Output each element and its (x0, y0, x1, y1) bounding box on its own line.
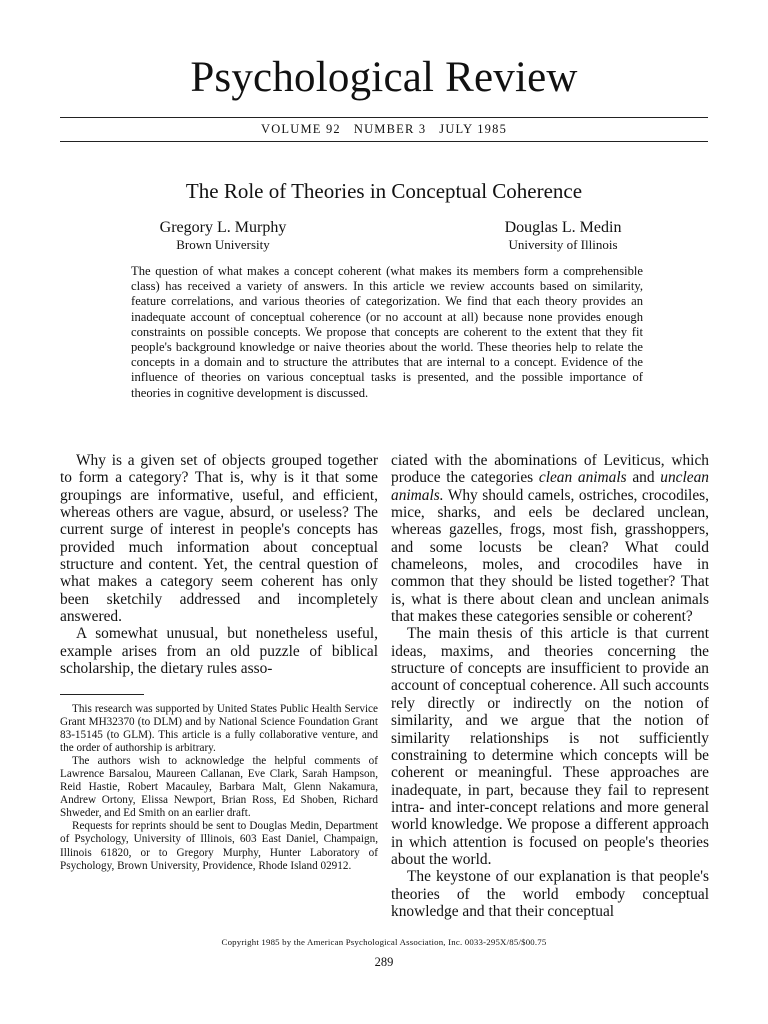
footnote-funding: This research was supported by United States Public Health Service Grant MH32370 (to DLM) and by National Science Foundation Grant 83-15145 (to GLM). This article is a fully collaborative venture, and the order of authorship is arbitrary. (60, 703, 378, 755)
page-number: 289 (374, 955, 394, 969)
copyright-line: Copyright 1985 by the American Psychological Association, Inc. 0033-295X/85/$00.75 (221, 937, 547, 947)
abstract: The question of what makes a concept coherent (what makes its members form a comprehensible class) has received a variety of answers. In this article we review accounts based on similarity, feature correlations, and various theories of categorization. We find that each theory provides an inadequate account of conceptual coherence (or no account at all) because none provides enough constraints on possible concepts. We propose that concepts are coherent to the extent that they fit people's background knowledge or naive theories about the world. These theories help to relate the concepts in a domain and to structure the attributes that are internal to a concept. Evidence of the influence of theories on various conceptual tasks is presented, and the possible importance of theories in cognitive development is discussed. (131, 264, 643, 400)
journal-title: Psychological Review (190, 54, 578, 101)
body-paragraph: Why is a given set of objects grouped together to form a category? That is, why is it that some groupings are informative, useful, and efficient, whereas others are vague, absurd, or useless? The current surge of interest in people's concepts has provided much information about conceptual structure and content. Yet, the central question of what makes a category seem coherent has only been sketchily addressed and incompletely answered. (60, 452, 378, 626)
article-title: The Role of Theories in Conceptual Coherence (185, 179, 583, 203)
author-1-name: Gregory L. Murphy (159, 219, 287, 236)
body-column-right (391, 452, 709, 920)
body-column-left (60, 452, 378, 677)
italic-term: unclean animals. (391, 469, 710, 504)
footnotes (60, 703, 378, 873)
body-paragraph: The main thesis of this article is that current ideas, maxims, and theories concerning the structure of concepts are insufficient to provide an account of conceptual coherence. All such accounts rely directly or indirectly on the notion of similarity, and we argue that the notion of similarity relationships is not sufficiently constraining to determine which concepts will be coherent or meaningful. These approaches are inadequate, in part, because they fail to represent intra- and inter-concept relations and more general world knowledge. We propose a different approach in which attention is focused on people's theories about the world. (391, 625, 709, 868)
author-1 (128, 218, 318, 252)
body-text: Why should camels, ostriches, crocodiles, mice, sharks, and eels be declared unclean, whereas gazelles, frogs, most fish, grasshoppers, and some locusts be clean? What could chameleons, moles, and crocodiles have in common that they should be listed together? That is, what is there about clean and unclean animals that makes these categories sensible or coherent? (391, 486, 709, 626)
body-text: ciated with the abominations of Leviticus, which produce the categories (391, 452, 709, 487)
italic-term: clean animals (538, 469, 627, 487)
body-paragraph (391, 452, 709, 625)
footnote-reprints: Requests for reprints should be sent to Douglas Medin, Department of Psychology, University of Illinois, 603 East Daniel, Champaign, Illinois 61820, or to Gregory Murphy, Hunter Laboratory of Psychology, Brown University, Providence, Rhode Island 02912. (60, 820, 378, 872)
footnote-acknowledgments: The authors wish to acknowledge the helpful comments of Lawrence Barsalou, Maureen Callanan, Eve Clark, Sarah Hampson, Reid Hastie, Robert Macauley, Barbara Malt, Glenn Nakamura, Andrew Ortony, Elissa Newport, Brian Ross, Ed Shoben, Richard Shweder, and Ed Smith on an earlier draft. (60, 755, 378, 820)
header-rule-top (60, 117, 708, 118)
author-2 (460, 218, 666, 252)
author-2-affiliation: University of Illinois (508, 237, 618, 252)
author-1-affiliation: Brown University (176, 237, 270, 252)
footnote-rule (60, 694, 144, 695)
author-2-name: Douglas L. Medin (504, 219, 622, 236)
body-paragraph: The keystone of our explanation is that people's theories of the world embody conceptual knowledge and that their conceptual (391, 868, 709, 920)
body-paragraph: A somewhat unusual, but nonetheless useful, example arises from an old puzzle of biblical scholarship, the dietary rules asso- (60, 625, 378, 678)
body-text: and (626, 469, 661, 487)
volume-issue-line: VOLUME 92 NUMBER 3 JULY 1985 (260, 122, 508, 136)
header-rule-bottom (60, 141, 708, 142)
